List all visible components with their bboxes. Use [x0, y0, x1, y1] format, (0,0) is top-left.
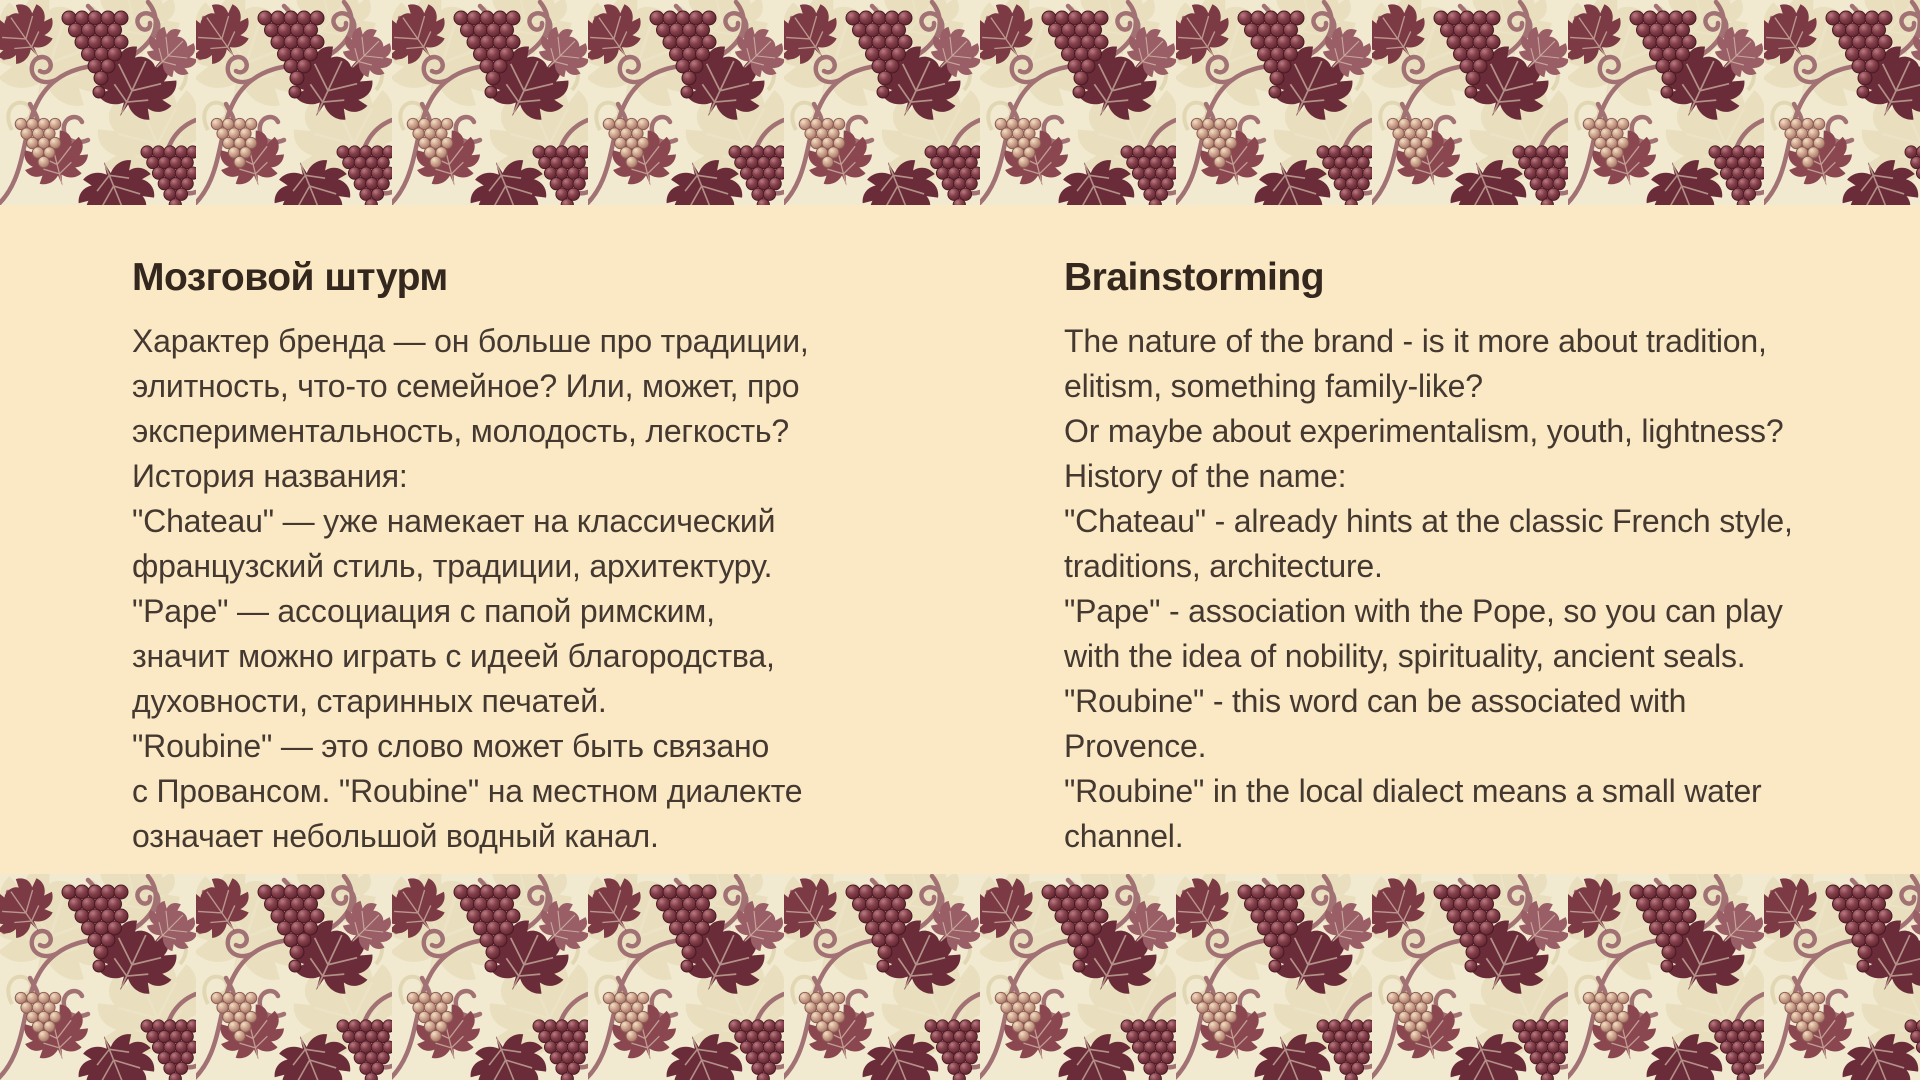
text-line: "Roubine" in the local dialect means a small water: [1064, 773, 1762, 809]
text-line: История названия:: [132, 458, 408, 494]
column-body-russian: [132, 319, 809, 859]
text-line: "Roubine" - this word can be associated with: [1064, 683, 1687, 719]
text-line: elitism, something family-like?: [1064, 368, 1483, 404]
text-line: The nature of the brand - is it more about tradition,: [1064, 323, 1767, 359]
text-line: элитность, что-то семейное? Или, может, про: [132, 368, 800, 404]
text-line: channel.: [1064, 818, 1184, 854]
text-line: with the idea of nobility, spirituality, ancient seals.: [1064, 638, 1746, 674]
column-heading-english: Brainstorming: [1064, 256, 1325, 299]
content-area: [0, 205, 1920, 875]
text-line: экспериментальность, молодость, легкость?: [132, 413, 789, 449]
text-line: "Pape" — ассоциация с папой римским,: [132, 593, 715, 629]
text-line: History of the name:: [1064, 458, 1347, 494]
text-line: духовности, старинных печатей.: [132, 683, 607, 719]
text-line: Provence.: [1064, 728, 1207, 764]
text-line: означает небольшой водный канал.: [132, 818, 659, 854]
text-line: "Pape" - association with the Pope, so you can play: [1064, 593, 1783, 629]
column-heading-russian: Мозговой штурм: [132, 256, 448, 299]
text-line: "Chateau" — уже намекает на классический: [132, 503, 776, 539]
grapevine-border-bottom: [0, 874, 1920, 1080]
column-body-english: [1064, 319, 1793, 859]
text-line: "Chateau" - already hints at the classic French style,: [1064, 503, 1793, 539]
text-line: Or maybe about experimentalism, youth, lightness?: [1064, 413, 1784, 449]
text-line: значит можно играть с идеей благородства,: [132, 638, 775, 674]
text-line: traditions, architecture.: [1064, 548, 1383, 584]
text-line: с Провансом. "Roubine" на местном диалекте: [132, 773, 803, 809]
text-line: Характер бренда — он больше про традиции,: [132, 323, 809, 359]
column-russian: [132, 254, 809, 859]
grapevine-border-top: [0, 0, 1920, 205]
text-line: "Roubine" — это слово может быть связано: [132, 728, 770, 764]
text-line: французский стиль, традиции, архитектуру.: [132, 548, 773, 584]
column-english: [1064, 254, 1793, 859]
